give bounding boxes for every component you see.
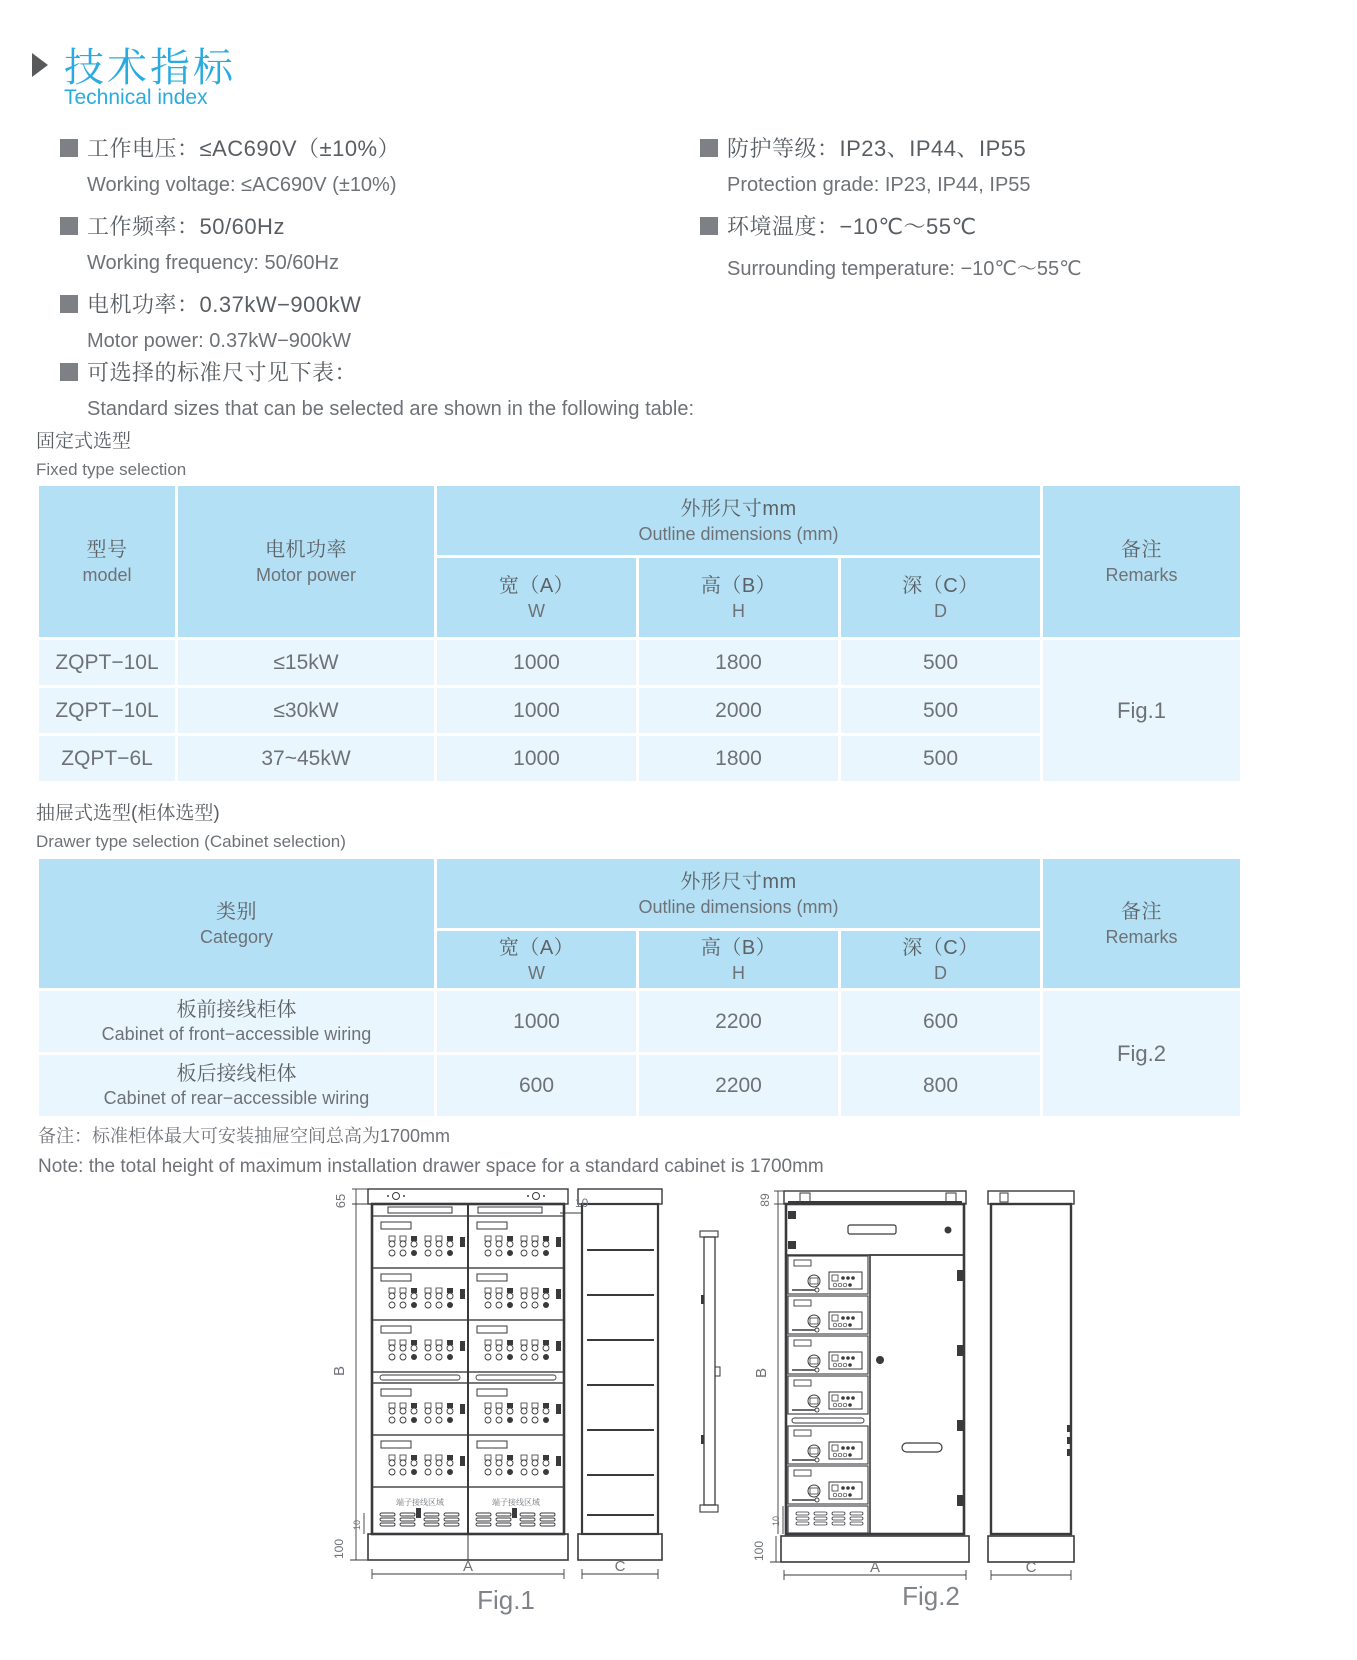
drawer-unit [468,1268,564,1320]
table-intro-zh: 可选择的标准尺寸见下表： [87,360,358,385]
spec-working-frequency-en: Working frequency: 50/60Hz [87,252,339,274]
fixed-type-table [36,483,1243,784]
width-value: 1000 [513,698,560,722]
bullet-square-icon [700,217,718,235]
cell-category [38,990,436,1054]
header-zh: 高（B） [700,936,777,959]
spec-protection-grade-en: Protection grade: IP23, IP44, IP55 [727,174,1031,196]
cell-depth [840,735,1042,783]
header-zh: 外形尺寸mm [680,497,797,520]
spec-working-voltage [60,132,400,163]
header-en: W [528,600,545,621]
terminal-area-label: 端子接线区域 [492,1498,540,1507]
header-en: H [732,962,745,983]
fig1-dim-C: C [614,1558,626,1575]
section-arrow-icon [32,53,48,77]
header-en: Outline dimensions (mm) [638,523,839,544]
cell-model [38,687,177,735]
height-value: 1800 [715,650,762,674]
col-header-depth [840,557,1042,639]
category-en: Cabinet of rear−accessible wiring [103,1088,370,1108]
power-value: ≤30kW [273,698,339,722]
drawer-unit [468,1383,564,1435]
drawer-unit [468,1435,564,1487]
header-zh: 外形尺寸mm [680,870,797,893]
width-value: 1000 [513,1009,560,1033]
drawer-unit [788,1376,868,1414]
table-note [38,1122,824,1178]
page-subtitle: Technical index [64,86,208,109]
table-row [38,990,1242,1054]
page-title: 技术指标 [64,46,236,90]
header-zh: 深（C） [902,574,979,597]
col-header-height [638,930,840,990]
fixed-section-zh: 固定式选型 [36,431,132,452]
table-intro-zh-row [60,356,694,387]
height-value: 2200 [715,1009,762,1033]
fig1-dim-65: 65 [333,1193,348,1209]
spec-zh-text: 工作频率：50/60Hz [87,214,285,239]
category-zh: 板后接线柜体 [176,1063,297,1085]
width-value: 1000 [513,746,560,770]
fig2-dim-C: C [1025,1559,1037,1576]
table-row [38,639,1242,687]
spec-working-voltage-en: Working voltage: ≤AC690V (±10%) [87,174,397,196]
bullet-square-icon [60,363,78,381]
cell-model [38,735,177,783]
cell-height [638,735,840,783]
spec-ambient-temperature [700,210,1082,241]
fig1-drawing [328,1175,678,1615]
header-en: model [82,564,132,585]
fig2-drawing [696,1175,1081,1615]
table-intro-en: Standard sizes that can be selected are shown in the following table: [87,398,695,420]
depth-value: 500 [922,698,959,722]
col-header-remarks [1042,858,1242,990]
fig2-side-view [988,1191,1074,1562]
cell-depth [840,687,1042,735]
depth-value: 800 [922,1073,959,1097]
drawer-unit [788,1296,868,1334]
header-en: W [528,962,545,983]
drawer-unit [372,1320,468,1372]
cell-height [638,687,840,735]
remark-value: Fig.1 [1117,697,1166,723]
spec-zh-text: 防护等级：IP23、IP44、IP55 [727,136,1027,161]
col-header-outline-dimensions [436,858,1042,930]
power-value: ≤15kW [273,650,339,674]
spec-zh-text: 电机功率：0.37kW−900kW [87,292,362,317]
spec-motor-power-en: Motor power: 0.37kW−900kW [87,330,351,352]
fig1-caption: Fig.1 [477,1585,535,1615]
spec-motor-power [60,288,400,319]
header-en: Motor power [255,564,357,585]
spec-zh-text: 环境温度：−10℃～55℃ [727,214,977,239]
col-header-remarks [1042,485,1242,639]
header-en: D [934,962,947,983]
width-value: 600 [518,1073,555,1097]
fixed-section-en: Fixed type selection [36,460,187,479]
cell-model [38,639,177,687]
width-value: 1000 [513,650,560,674]
cell-power [177,639,436,687]
drawer-unit [788,1426,868,1464]
col-header-width [436,930,638,990]
height-value: 1800 [715,746,762,770]
drawer-unit [372,1216,468,1268]
terminal-area-label: 端子接线区域 [396,1498,444,1507]
bullet-square-icon [60,217,78,235]
header-en: H [732,600,745,621]
col-header-category [38,858,436,990]
fig2-dim-100: 100 [752,1540,766,1562]
fig2-dim-89: 89 [758,1193,772,1207]
cell-depth [840,990,1042,1054]
col-header-motor-power [177,485,436,639]
table-intro [60,356,694,434]
drawer-unit [788,1336,868,1374]
drawer-type-table [36,856,1243,1119]
header-zh: 型号 [86,538,128,561]
drawer-section-en: Drawer type selection (Cabinet selection) [36,832,346,851]
height-value: 2000 [715,698,762,722]
header-en: Remarks [1105,564,1178,585]
fig1-dim-10-top: 10 [575,1196,589,1210]
power-value: 37~45kW [261,746,351,770]
cell-height [638,990,840,1054]
cell-remarks [1042,990,1242,1118]
cell-width [436,990,638,1054]
fig1-side-view [578,1189,662,1560]
cell-width [436,1054,638,1118]
cell-width [436,687,638,735]
fig2-caption: Fig.2 [902,1581,960,1611]
fixed-section-label [36,426,186,480]
col-header-depth [840,930,1042,990]
header-zh: 宽（A） [498,574,575,597]
depth-value: 500 [922,650,959,674]
drawer-unit [372,1268,468,1320]
note-en: Note: the total height of maximum installation drawer space for a standard cabinet is 1700mm [38,1156,824,1177]
spec-zh-text: 工作电压：≤AC690V（±10%） [87,136,401,161]
cell-depth [840,1054,1042,1118]
category-zh: 板前接线柜体 [176,999,297,1021]
fig1-dim-100: 100 [332,1538,346,1560]
header-zh: 高（B） [700,574,777,597]
drawer-section-zh: 抽屉式选型(柜体选型) [36,803,220,824]
fig1-dim-A: A [462,1558,474,1575]
height-value: 2200 [715,1073,762,1097]
fig2-front-view [781,1191,969,1562]
cell-remarks [1042,639,1242,783]
page-title-row [32,36,236,93]
header-zh: 备注 [1121,538,1163,561]
cell-category [38,1054,436,1118]
cell-power [177,735,436,783]
spec-ambient-temperature-en: Surrounding temperature: −10℃～55℃ [727,258,1082,280]
col-header-outline-dimensions [436,485,1042,557]
drawer-unit [468,1216,564,1268]
depth-value: 600 [922,1009,959,1033]
col-header-height [638,557,840,639]
category-en: Cabinet of front−accessible wiring [101,1024,372,1044]
cell-width [436,735,638,783]
bullet-square-icon [60,139,78,157]
cell-width [436,639,638,687]
model-value: ZQPT−10L [55,698,159,722]
cell-height [638,1054,840,1118]
bullet-square-icon [700,139,718,157]
drawer-unit [468,1320,564,1372]
fig2-door-edge-profile [700,1231,720,1512]
drawer-unit [372,1383,468,1435]
fig1-dim-10-vent: 10 [352,1519,362,1531]
drawer-unit [372,1435,468,1487]
fig2-dim-A: A [869,1559,881,1576]
depth-value: 500 [922,746,959,770]
fig1-front-view [368,1189,568,1560]
model-value: ZQPT−10L [55,650,159,674]
bullet-square-icon [60,295,78,313]
fig2-dim-B: B [753,1367,770,1379]
header-zh: 宽（A） [498,936,575,959]
drawer-unit [788,1466,868,1504]
spec-working-frequency [60,210,400,241]
drawer-unit [788,1256,868,1294]
model-value: ZQPT−6L [61,746,153,770]
header-zh: 深（C） [902,936,979,959]
spec-list-left [60,132,400,366]
header-en: Remarks [1105,926,1178,947]
spec-protection-grade [700,132,1082,163]
header-en: Category [199,926,274,947]
header-en: D [934,600,947,621]
figures-area [328,1175,1081,1615]
fig1-dim-B: B [331,1365,348,1377]
drawer-section-label [36,798,346,852]
spec-list-right [700,132,1082,294]
header-zh: 备注 [1121,900,1163,923]
header-zh: 类别 [216,900,257,923]
cell-power [177,687,436,735]
header-zh: 电机功率 [265,538,347,561]
col-header-width [436,557,638,639]
cell-depth [840,639,1042,687]
cell-height [638,639,840,687]
col-header-model [38,485,177,639]
fig2-dim-10-vent: 10 [771,1515,781,1527]
note-zh: 备注：标准柜体最大可安装抽屉空间总高为1700mm [38,1126,451,1146]
header-en: Outline dimensions (mm) [638,896,839,917]
remark-value: Fig.2 [1117,1040,1166,1066]
